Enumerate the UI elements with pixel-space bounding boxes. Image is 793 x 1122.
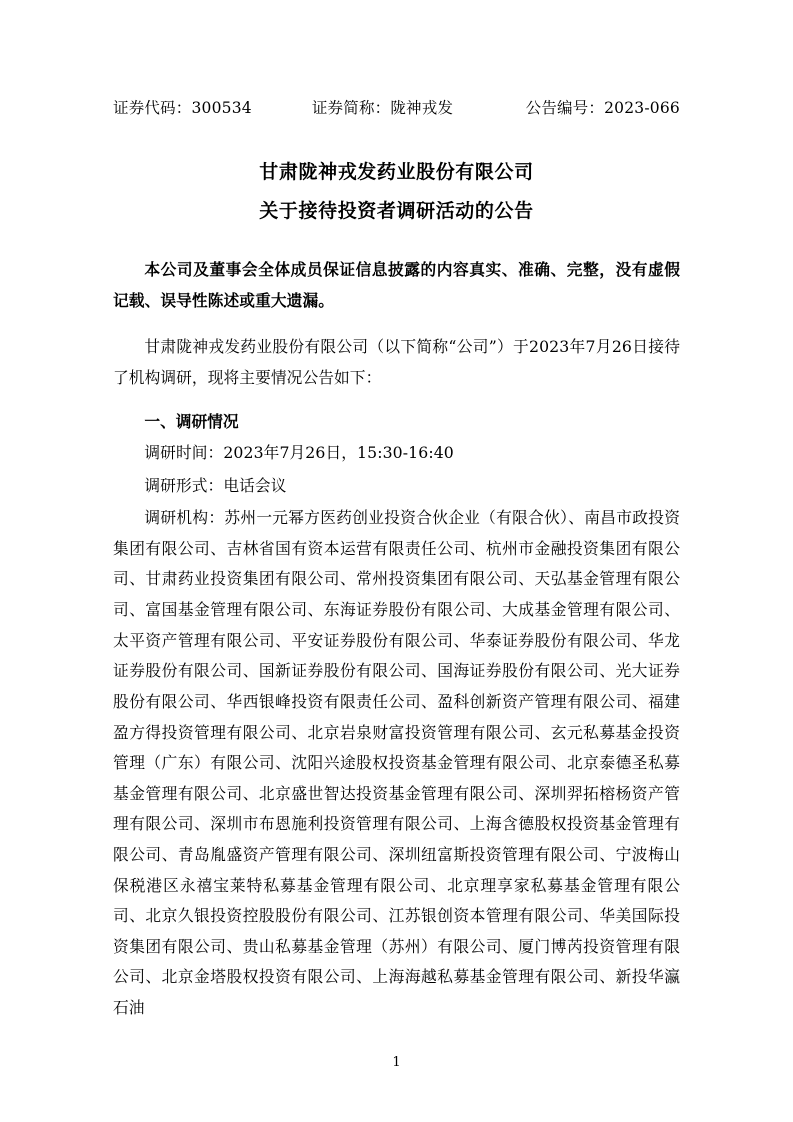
- security-abbreviation: 证券简称：陇神戎发: [311, 99, 454, 117]
- intro-paragraph: 甘肃陇神戎发药业股份有限公司（以下简称“公司”）于2023年7月26日接待了机构调研，现将主要情况公告如下：: [113, 337, 680, 387]
- spacer: [113, 395, 680, 403]
- survey-institutions: 调研机构：苏州一元幂方医药创业投资合伙企业（有限合伙）、南昌市政投资集团有限公司、吉林省国有资本运营有限责任公司、杭州市金融投资集团有限公司、甘肃药业投资集团有限公司、常州投资集团有限公司、天弘基金管理有限公司、富国基金管理有限公司、东海证券股份有限公司、大成基金管理有限公司、太平资产管理有限公司、平安证券股份有限公司、华泰证券股份有限公司、华龙证券股份有限公司、国新证券股份有限公司、国海证券股份有限公司、光大证券股份有限公司、华西银峰投资有限责任公司、盈科创新资产管理有限公司、福建盈方得投资管理有限公司、北京岩泉财富投资管理有限公司、玄元私募基金投资管理（广东）有限公司、沈阳兴途股权投资基金管理有限公司、北京泰德圣私募基金管理有限公司、北京盛世智达投资基金管理有限公司、深圳羿拓榕杨资产管理有限公司、深圳市布恩施利投资管理有限公司、上海含德股权投资基金管理有限公司、青岛胤盛资产管理有限公司、深圳纽富斯投资管理有限公司、宁波梅山保税港区永禧宝莱特私募基金管理有限公司、北京理享家私募基金管理有限公司、北京久银投资控股股份有限公司、江苏银创资本管理有限公司、华美国际投资集团有限公司、贵山私募基金管理（苏州）有限公司、厦门博芮投资管理有限公司、北京金塔股权投资有限公司、上海海越私募基金管理有限公司、新投华瀛石油: [113, 508, 680, 1018]
- page-subtitle: 关于接待投资者调研活动的公告: [259, 199, 534, 222]
- notice-number: 公告编号：2023-066: [525, 99, 680, 117]
- section-heading-one: 一、调研情况: [144, 412, 239, 432]
- security-code: 证券代码：300534: [113, 99, 252, 117]
- survey-time: 调研时间：2023年7月26日，15:30-16:40: [144, 443, 454, 463]
- spacer: [113, 318, 680, 332]
- survey-form: 调研形式：电话会议: [144, 475, 287, 495]
- disclosure-statement: 本公司及董事会全体成员保证信息披露的内容真实、准确、完整，没有虚假记载、误导性陈述或重大遗漏。: [113, 260, 680, 310]
- page-title: 甘肃陇神戎发药业股份有限公司: [259, 161, 534, 183]
- page-number: 1: [392, 1055, 401, 1070]
- document-header: [113, 96, 680, 118]
